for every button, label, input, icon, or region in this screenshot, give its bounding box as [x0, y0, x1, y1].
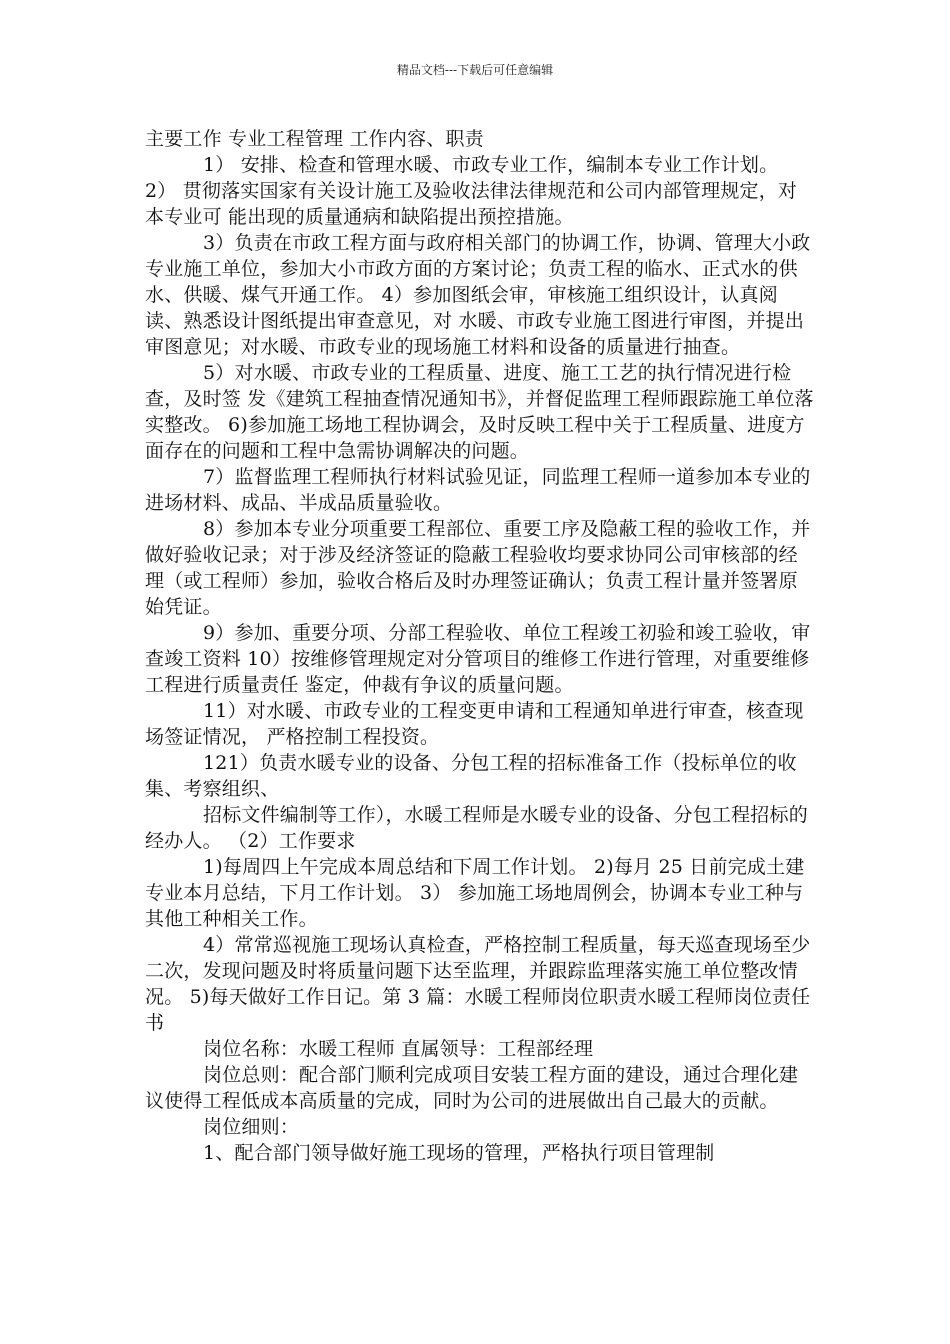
paragraph: 5）对水暖、市政专业的工程质量、进度、施工工艺的执行情况进行检查，及时签 发《建筑工程抽查情况通知书》，并督促监理工程师跟踪施工单位落实整改。 6)参加施工场地工程协调会，及时反映工程中关于工程质量、进度方面存在的问题和工程中急需协调解决的问题。: [145, 362, 814, 462]
paragraph: 8）参加本专业分项重要工程部位、重要工序及隐蔽工程的验收工作，并做好验收记录；对于涉及经济签证的隐蔽工程验收均要求协同公司审核部的经理（或工程师）参加，验收合格后及时办理签证确认；负责工程计量并签署原始凭证。: [145, 518, 811, 618]
paragraph: 1、配合部门领导做好施工现场的管理，严格执行项目管理制: [203, 1142, 715, 1164]
paragraph: 岗位名称：水暖工程师 直属领导：工程部经理: [203, 1038, 594, 1060]
paragraph: 主要工作 专业工程管理 工作内容、职责: [145, 128, 484, 150]
paragraph: 9）参加、重要分项、分部工程验收、单位工程竣工初验和竣工验收，审查竣工资料 10）按维修管理规定对分管项目的维修工作进行管理，对重要维修工程进行质量责任 鉴定，仲裁有争议的质量问题。: [145, 622, 811, 696]
paragraph: 4）常常巡视施工现场认真检查，严格控制工程质量，每天巡查现场至少二次，发现问题及时将质量问题下达至监理，并跟踪监理落实施工单位整改情况。 5)每天做好工作日记。第 3 篇：水暖工程师岗位职责水暖工程师岗位责任书: [145, 934, 811, 1034]
paragraph: 岗位总则：配合部门顺利完成项目安装工程方面的建设，通过合理化建议使得工程低成本高质量的完成，同时为公司的进展做出自己最大的贡献。: [145, 1064, 799, 1112]
paragraph: 1） 安排、检查和管理水暖、市政专业工作，编制本专业工作计划。 2） 贯彻落实国家有关设计施工及验收法律法律规范和公司内部管理规定，对本专业可 能出现的质量通病和缺陷提出预控措施。: [145, 154, 798, 228]
paragraph: 招标文件编制等工作），水暖工程师是水暖专业的设备、分包工程招标的经办人。 （2）工作要求: [145, 804, 808, 852]
document-body: [145, 126, 815, 1166]
paragraph: 121）负责水暖专业的设备、分包工程的招标准备工作（投标单位的收集、考察组织、: [145, 752, 797, 800]
paragraph: 岗位细则：: [203, 1116, 300, 1138]
page-header: 精品文档---下载后可任意编辑: [396, 63, 554, 77]
paragraph: 7）监督监理工程师执行材料试验见证，同监理工程师一道参加本专业的进场材料、成品、半成品质量验收。: [145, 466, 811, 514]
paragraph: 3）负责在市政工程方面与政府相关部门的协调工作，协调、管理大小政专业施工单位，参加大小市政方面的方案讨论；负责工程的临水、正式水的供水、供暖、煤气开通工作。 4）参加图纸会审，审核施工组织设计，认真阅读、熟悉设计图纸提出审查意见，对 水暖、市政专业施工图进行审图，并提出审图意见；对水暖、市政专业的现场施工材料和设备的质量进行抽查。: [145, 232, 811, 358]
paragraph: 11）对水暖、市政专业的工程变更申请和工程通知单进行审查，核查现场签证情况， 严格控制工程投资。: [145, 700, 804, 748]
paragraph: 1)每周四上午完成本周总结和下周工作计划。 2)每月 25 日前完成土建专业本月总结，下月工作计划。 3） 参加施工场地周例会，协调本专业工种与其他工种相关工作。: [145, 856, 805, 930]
